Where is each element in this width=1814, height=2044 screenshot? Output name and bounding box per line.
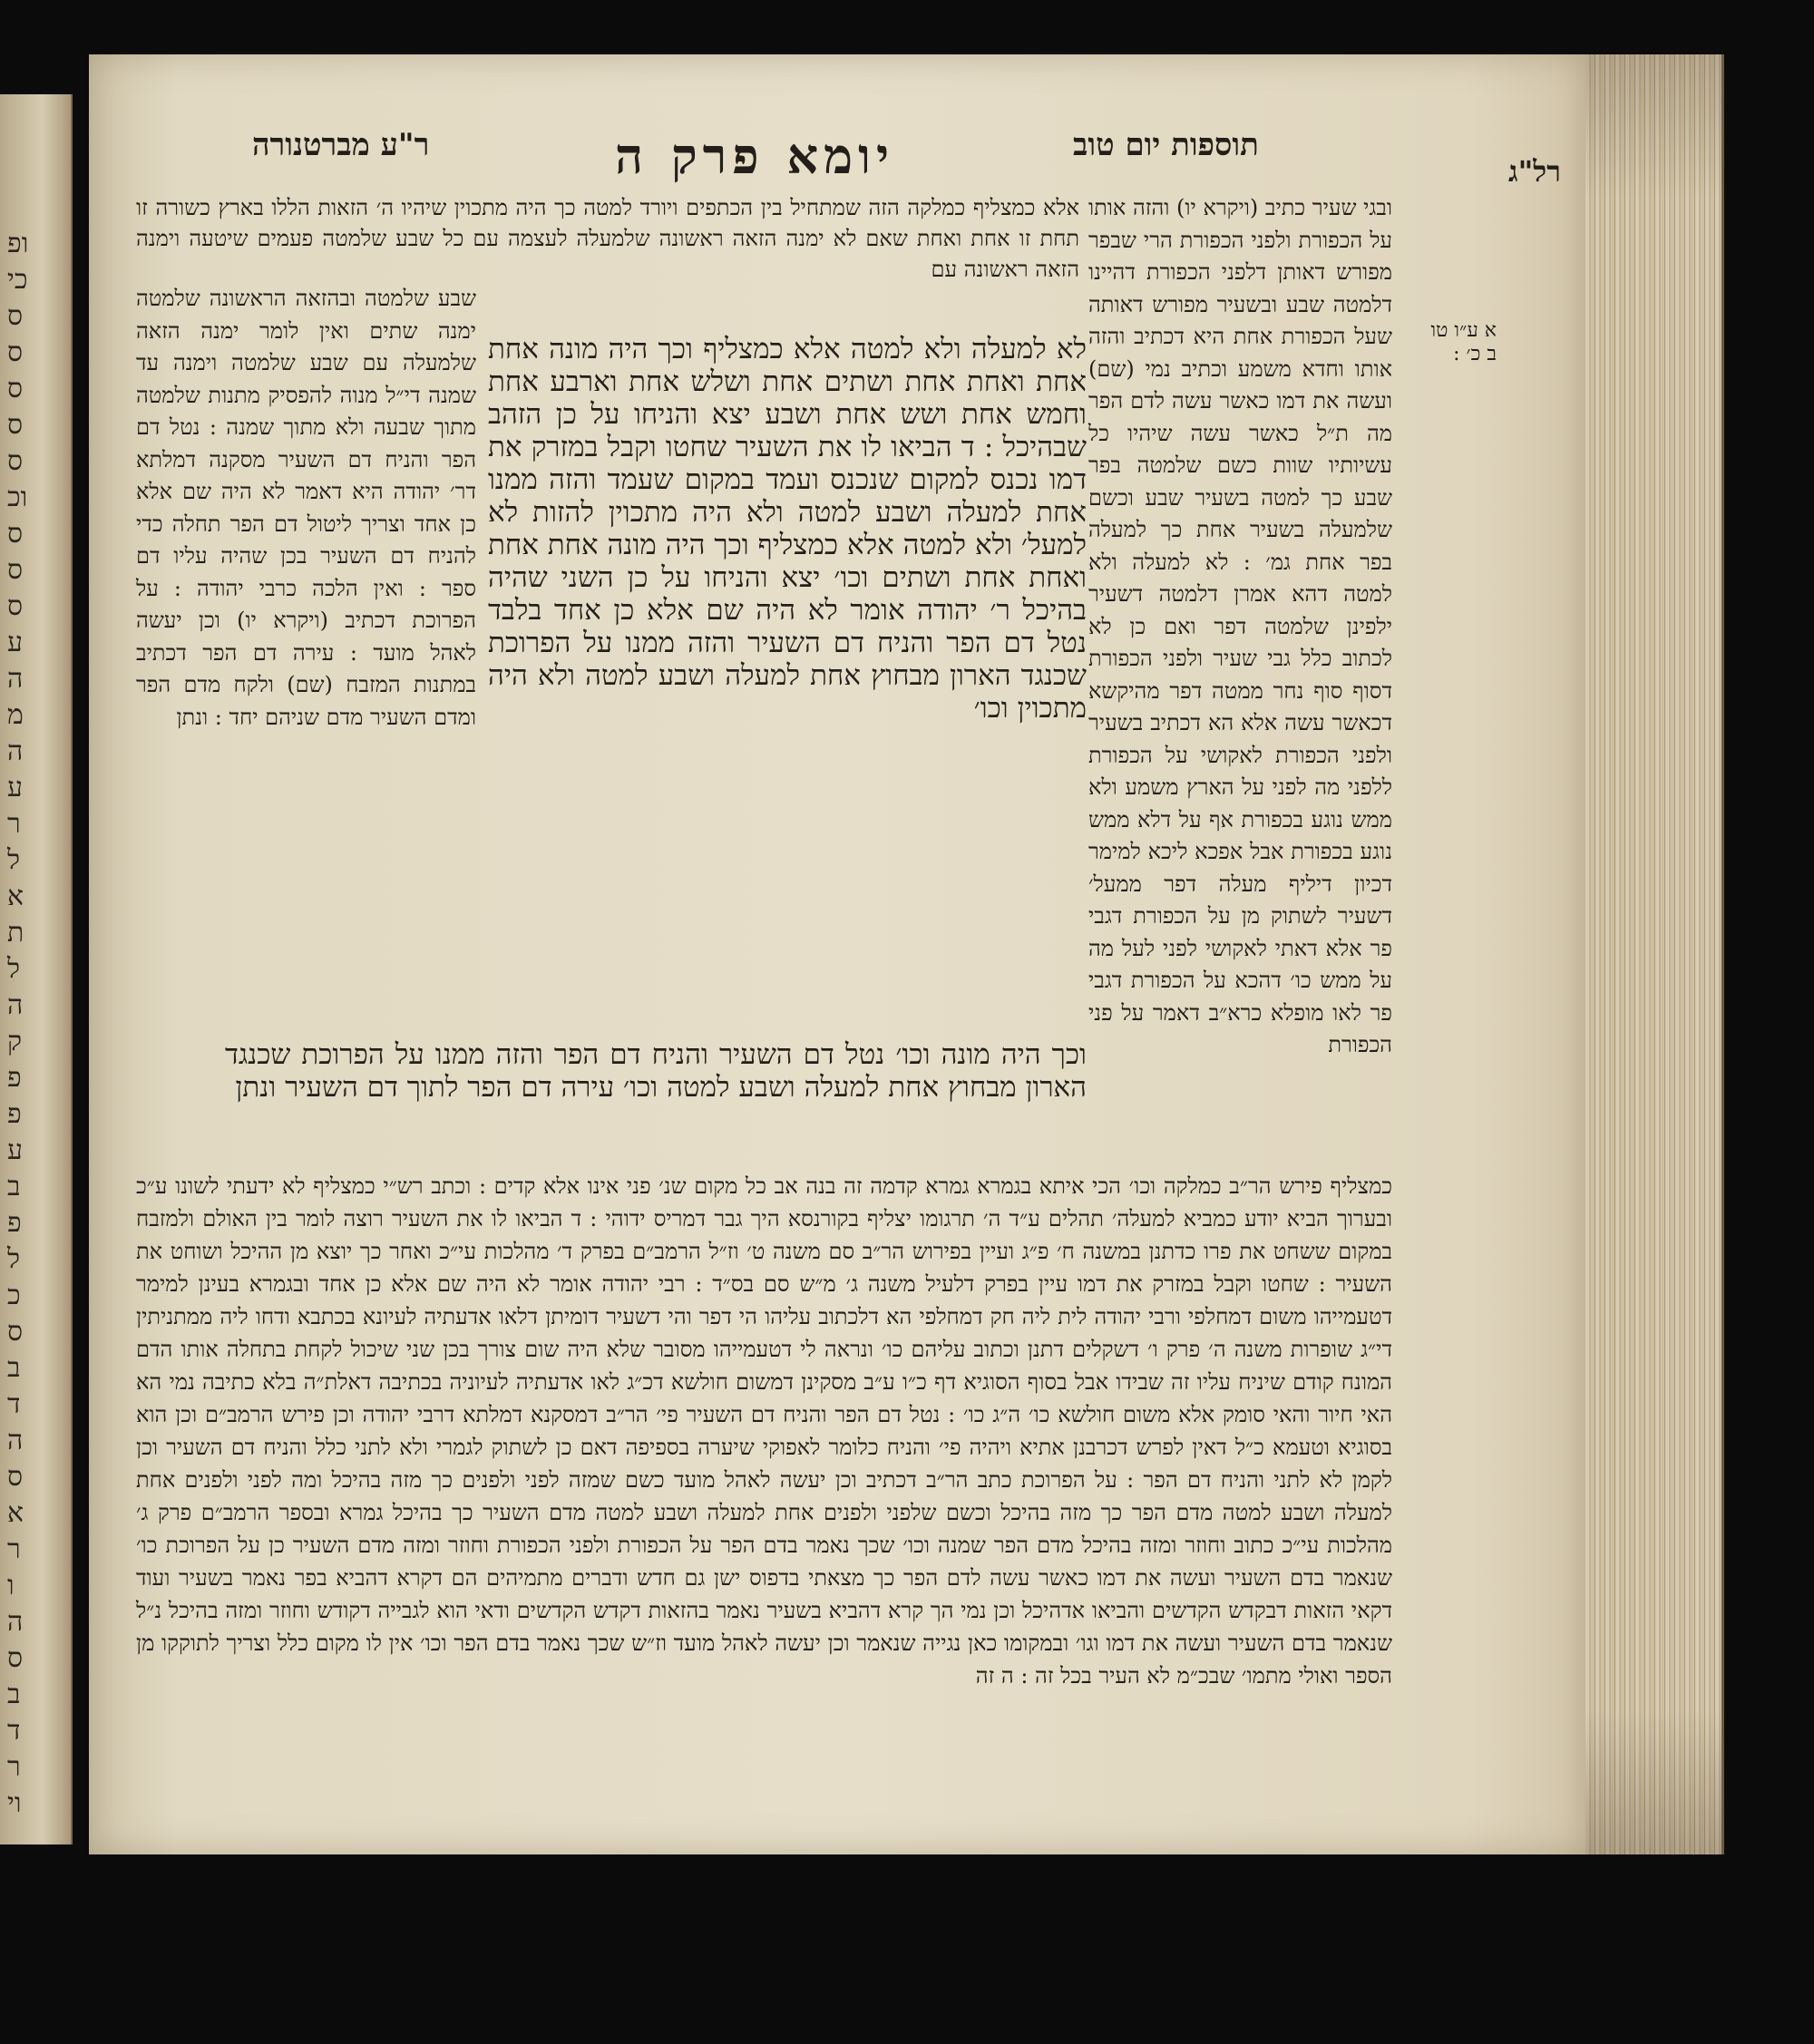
prev-page-fragment: ו <box>7 1570 15 1601</box>
prev-page-fragment: ד <box>7 1715 21 1747</box>
prev-page-fragment: ס <box>7 373 24 404</box>
prev-page-fragment: ע <box>7 1134 23 1166</box>
prev-page-fragment: ע <box>7 772 23 803</box>
mishnah-continuation-text: וכך היה מונה וכו׳ נטל דם השעיר והניח דם הפר והזה ממנו על הפרוכת שכנגד הארון מבחוץ אחת למעלה ושבע למטה וכו׳ עירה דם הפר לתוך דם השעיר ונתן <box>225 1038 1087 1104</box>
prev-page-fragment: ל <box>7 844 21 876</box>
bartenura-column <box>136 283 476 734</box>
prev-page-fragment: ד <box>7 1388 21 1420</box>
book-page <box>89 54 1585 1854</box>
prev-page-fragment: ה <box>7 989 24 1021</box>
prev-page-fragment: ס <box>7 590 24 622</box>
prev-page-fragment: ב <box>7 1171 21 1202</box>
prev-page-fragment: ס <box>7 445 24 477</box>
prev-page-fragment: ה <box>7 663 24 695</box>
commentary-bottom-text: כמצליף פירש הר״ב כמלקה וכו׳ הכי איתא בגמרא גמרא קדמה זה בנה אב כל מקום שנ׳ פני אינו אלא קדים : וכתב רש״י כמצליף לא ידעתי לשונו ע״כ ובערוך הביא יודע כמביא למעלה׳ תהלים ע״ד ה׳ תרגומו יצליף בקורנסא היך גבר דמריס ידוהי : ד הביאו לו את השעיר רוצה לומר בין האולם ולמזבח במקום ששחט את פרו כדתנן במשנה ח׳ פ״ג ועיין בפירוש הר״ב סם משנה ט׳ וז״ל הרמב״ם בפרק ד׳ מהלכות עי״כ ואחר כך יוצא מן ההיכל ושוחט את השעיר : שחטו וקבל במזרק את דמו עיין בפרק דלעיל משנה ג׳ מ״ש סם בס״ד : רבי יהודה אומר לא היה שם אלא כן אחד ובגמרא בעינן למימר דטעמייהו משום דמחלפי ורבי יהודה לית ליה חק דמחלפי הא דלכתוב עליהו הי דפר והי דשעיר דומיתן דלאו אדעתיה לעיונא בכתבא ודחו ליה ממתניתין די״ג שופרות משנה ה׳ פרק ו׳ דשקלים דתנן וכתוב עליהם כו׳ ונראה לי דטעמייהו מסובר שלא היה שום צורך בכן שני שיכול לקחת בתחלה אותו הדם המונח קודם שיניח עליו זה שבידו אבל בסוף הסוגיא דף כ״ו ע״ב מסקינן דמשום חולשא דכ״ג לאו אדעתיה לעיוניה בכתיבה דאלת״ה בלא כתיבה נמי הא האי חיור והאי סומק אלא משום חולשא כו׳ ה״ג כו׳ : נטל דם הפר והניח דם השעיר פי׳ הר״ב דמסקנא דמלתא דרבי יהודה וכן פירש הרמב״ם וכן הוא בסוגיא וטעמא כ״ל דאין לפרש דכרבנן אתיא ויהיה פי׳ והניח כלומר לאפוקי שיערה בספיפה דאם כן לשתוק לגמרי ולא לתני כלל והניח דם השעיר וכן לקמן לא לתני והניח דם הפר : על הפרוכת כתב הר״ב דכתיב וכן יעשה לאהל מועד כשם שמזה לפני ולפנים כך מזה בהיכל ומה לפני ולפנים אחת למעלה ושבע למטה מדם הפר כך מזה בהיכל וכשם שלפני ולפנים אחת למעלה ושבע למטה מדם השעיר כך בהיכל גמרא ובספר הרמב״ם פרק ג׳ מהלכות עי״כ כתוב וחוזר ומזה בהיכל מדם הפר שמנה וכו׳ שכך נאמר בדם הפר על הכפורת ולפני הכפורת וחוזר ומזה מדם השעיר כן על הפרוכת כו׳ שנאמר בדם השעיר ועשה את דמו כאשר עשה לדם הפר כך מצאתי בדפוס ישן גם חדש ודברים מתמיהים הם דקרא דהביא בפר נאמר בשעיר ועוד דקאי הזאות דבקדש הקדשים והביאו אדהיכל וכן נמי הך קרא דהביא בשעיר נאמר בהזאות דקדש הקדשים ודאי הוא לגבייה דקודש וחוזר ומזה בהיכל נ״ל שנאמר בדם השעיר ועשה את דמו וגו׳ ובמקומו כאן נגייה שנאמר וכן יעשה לאהל מועד וז״ש שכך נאמר בדם הפר וכו׳ אין לו מקום כלל וצריך לתוקקו מן הספר ואולי מתמו׳ שבכ״מ לא העיר בכל זה : ה זה <box>136 1173 1393 1689</box>
previous-page-edge <box>0 94 73 1844</box>
margin-reference: א ע״ו טו ב כ׳ : <box>1430 319 1497 365</box>
prev-page-fragment: ס <box>7 1316 24 1348</box>
prev-page-fragment: ה <box>7 1606 24 1638</box>
prev-page-fragment: ר <box>7 1533 21 1565</box>
prev-page-fragment: ק <box>7 1026 23 1057</box>
prev-page-fragment: ס <box>7 1642 24 1674</box>
prev-page-fragment: מ <box>7 699 24 731</box>
prev-page-fragment: ופ <box>7 228 29 259</box>
prev-page-fragment: ל <box>7 1243 21 1275</box>
prev-page-fragment: ר <box>7 808 21 840</box>
prev-page-fragment: ס <box>7 1461 24 1493</box>
prev-page-fragment: ב <box>7 1352 21 1384</box>
prev-page-fragment: ס <box>7 409 24 441</box>
prev-page-fragment: ל <box>7 953 21 985</box>
prev-page-fragment: פ <box>7 1207 22 1239</box>
prev-page-fragment: א <box>7 1497 24 1529</box>
prev-page-fragment: ר <box>7 1751 21 1783</box>
prev-page-fragment: ס <box>7 336 24 368</box>
prev-page-fragment: ת <box>7 917 24 949</box>
tosafot-yom-tov-text: ובגי שעיר כתיב (ויקרא יו) והזה אותו על הכפורת ולפני הכפורת הרי שבפר מפורש דאותן דלפני הכפורת דהיינו דלמטה שבע ובשעיר מפורש דאותה שעל הכפורת אחת היא דכתיב והזה אותו וחדא משמע וכתיב נמי (שם) ועשה את דמו כאשר עשה לדם הפר מה ת״ל כאשר עשה שיהיו כל עשיותיו שוות כשם שלמטה בפר שבע כך למטה בשעיר שבע וכשם שלמעלה בשעיר אחת כך למעלה בפר אחת גמ׳ : לא למעלה ולא למטה דהא אמרן דלמטה דשעיר ילפינן שלמטה דפר ואם כן לא לכתוב כלל גבי שעיר ולפני הכפורת דסוף סוף נחר ממטה דפר מהיקשא דכאשר עשה אלא הא דכתיב בשעיר ולפני הכפורת לאקושי על הכפורת ללפני מה לפני על הארץ משמע ולא ממש נוגע בכפורת אף על דלא ממש נוגע בכפורת אבל אפכא ליכא למימר דכיון דיליף מעלה דפר ממעל׳ דשעיר לשתוק מן על הכפורת דגבי פר אלא דאתי לאקושי לפני לעל מה על ממש כו׳ דהכא על הכפורת דגבי פר לאו מופלא כרא״ב דאמר על פני הכפורת <box>1088 195 1392 1057</box>
prev-page-fragment: א <box>7 881 24 912</box>
prev-page-fragment: ס <box>7 518 24 550</box>
mishnah-column <box>488 333 1087 725</box>
prev-page-fragment: כי <box>7 264 28 296</box>
book-fore-edge <box>1585 54 1724 1854</box>
prev-page-fragment: ב <box>7 1679 21 1710</box>
header-left-title: ר"ע מברטנורה <box>252 127 430 163</box>
prev-page-fragment: ס <box>7 554 24 586</box>
prev-page-fragment: ה <box>7 1425 24 1456</box>
prev-page-fragment: וי <box>7 1787 22 1819</box>
tosafot-yom-tov-column <box>1088 192 1392 1062</box>
header-tractate-chapter: יומא פרק ה <box>615 127 895 185</box>
prev-page-fragment: פ <box>7 1062 22 1094</box>
prev-page-fragment: וכ <box>7 482 28 513</box>
header-right-title: תוספות יום טוב <box>1073 127 1259 163</box>
prev-page-fragment: כ <box>7 1280 21 1311</box>
mishnah-text: לא למעלה ולא למטה אלא כמצליף וכך היה מונה אחת אחת ואחת אחת ושתים אחת ושלש אחת וארבע אחת וחמש אחת ושש אחת ושבע יצא והניחו על כן הזהב שבהיכל : ד הביאו לו את השעיר שחטו וקבל במזרק את דמו נכנס למקום שנכנס ועמד במקום שעמד והזה ממנו אחת למעלה ושבע למטה ולא היה מתכוין להזות לא למעל׳ ולא למטה אלא כמצליף וכך היה מונה אחת אחת ואחת אחת ושתים וכו׳ יצא והניחו על כן השני שהיה בהיכל ר׳ יהודה אומר לא היה שם אלא כן אחד בלבד נטל דם הפר והניח דם השעיר והזה ממנו על הפרוכת שכנגד הארון מבחוץ אחת למעלה ושבע למטה ולא היה מתכוין וכו׳ <box>488 333 1087 725</box>
prev-page-fragment: פ <box>7 1098 22 1130</box>
prev-page-fragment: ע <box>7 627 23 658</box>
bartenura-top-block <box>136 192 1079 285</box>
prev-page-fragment: ה <box>7 735 24 767</box>
prev-page-fragment: ס <box>7 300 24 332</box>
bartenura-text: שבע שלמטה ובהזאה הראשונה שלמטה ימנה שתים ואין לומר ימנה הזאה שלמעלה עם שבע שלמטה וימנה עד שמנה די״ל מנוה להפסיק מתנות שלמטה מתוך שבעה ולא מתוך שמנה : נטל דם הפר והניח דם השעיר מסקנה דמלתא דר׳ יהודה היא דאמר לא היה שם אלא כן אחד וצריך ליטול דם הפר תחלה כדי להניח דם השעיר בכן שהיה עליו דם ספר : ואין הלכה כרבי יהודה : על הפרוכת דכתיב (ויקרא יו) וכן יעשה לאהל מועד : עירה דם הפר דכתיב במתנות המזבח (שם) ולקח מדם הפר ומדם השעיר מדם שניהם יחד : ונתן <box>136 286 476 730</box>
mishnah-continuation <box>225 1038 1087 1104</box>
bartenura-top-text: אלא כמצליף כמלקה הזה שמתחיל בין הכתפים ויורד למטה כך היה מתכוין שיהיו ה׳ הזאות הללו בארץ כשורה זו תחת זו אחת ואחת שאם לא ימנה הזאה ראשונה שלמעלה לעצמה עם כל שבע שלמטה פעמים שיטעה וימנה הזאה ראשונה עם <box>136 195 1079 282</box>
folio-number: רל"ג <box>1508 154 1561 189</box>
commentary-bottom-block <box>136 1170 1392 1692</box>
